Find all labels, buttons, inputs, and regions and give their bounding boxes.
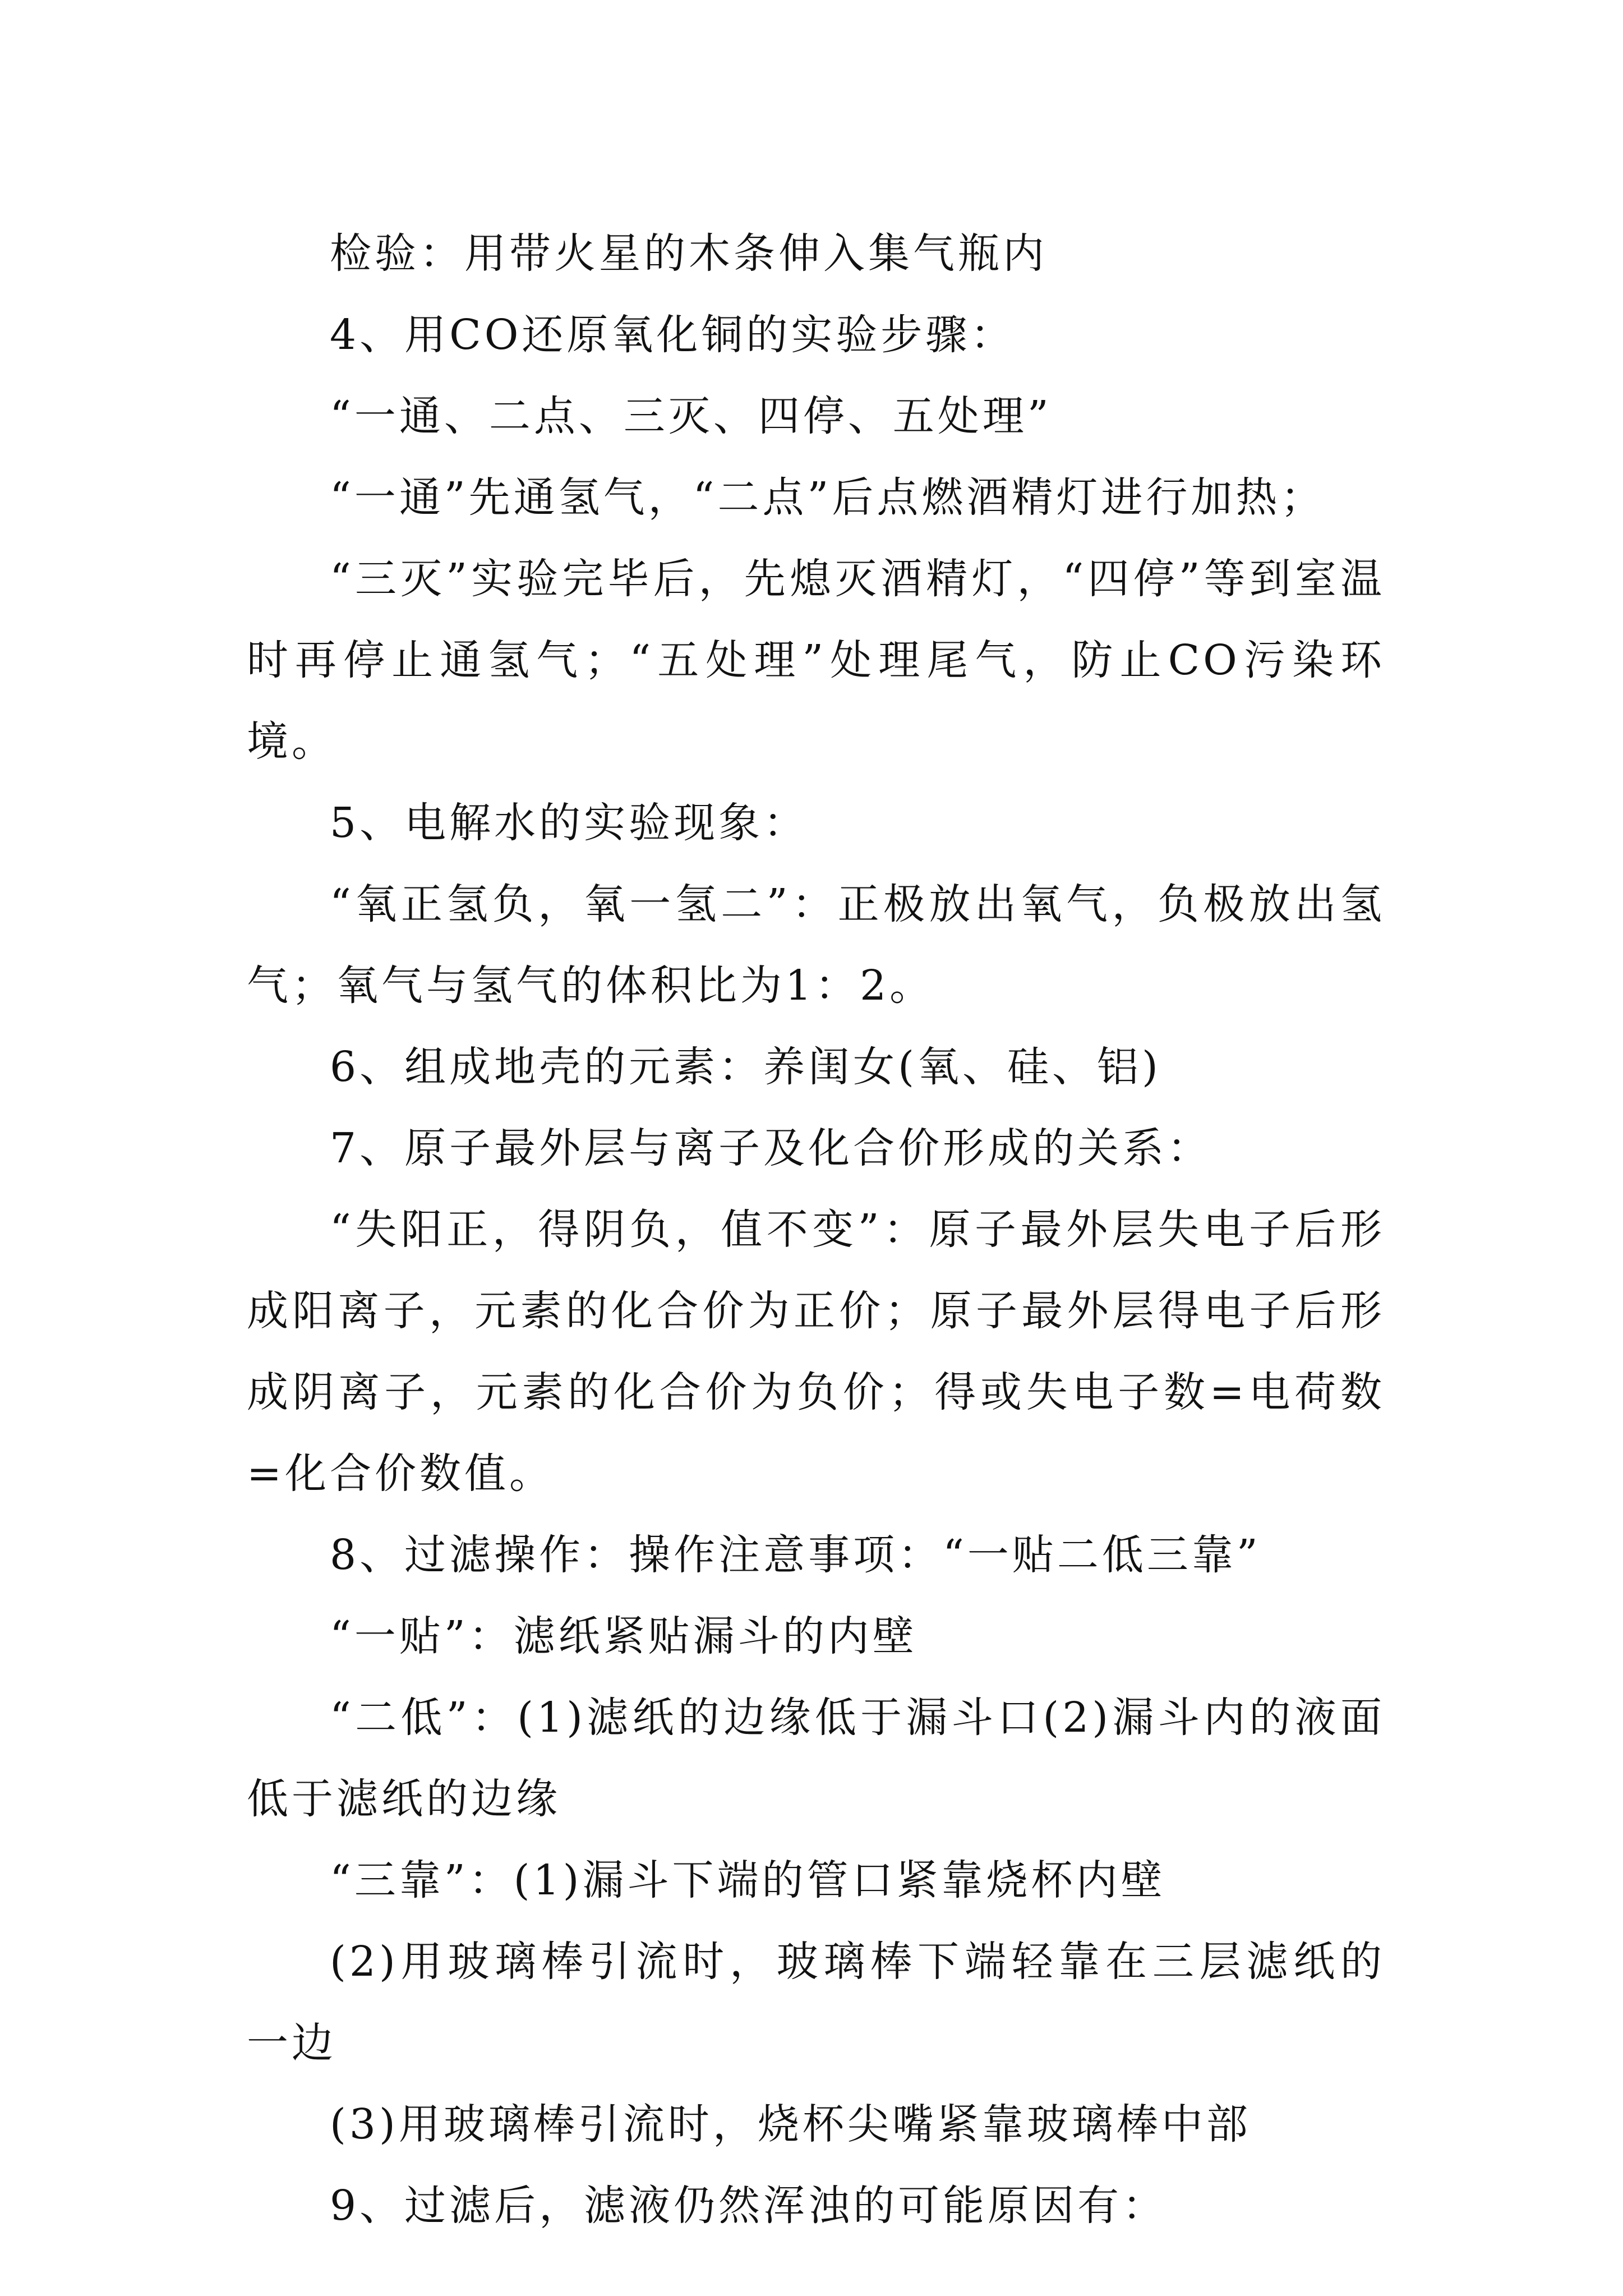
document-body bbox=[247, 213, 1385, 2247]
paragraph: 7、原子最外层与离子及化合价形成的关系： bbox=[330, 1124, 1212, 1172]
paragraph: (2)用玻璃棒引流时，玻璃棒下端轻靠在三层滤纸的一边 bbox=[247, 1938, 1385, 2067]
paragraph: “一通”先通氢气，“二点”后点燃酒精灯进行加热； bbox=[330, 473, 1326, 522]
paragraph: “一贴”：滤纸紧贴漏斗的内壁 bbox=[330, 1612, 917, 1660]
paragraph: 8、过滤操作：操作注意事项：“一贴二低三靠” bbox=[330, 1531, 1261, 1579]
paragraph: “三靠”：(1)漏斗下端的管口紧靠烧杯内壁 bbox=[330, 1856, 1166, 1904]
paragraph: 9、过滤后，滤液仍然浑浊的可能原因有： bbox=[330, 2182, 1168, 2230]
paragraph: 检验：用带火星的木条伸入集气瓶内 bbox=[330, 229, 1048, 278]
paragraph: 4、用CO还原氧化铜的实验步骤： bbox=[330, 311, 1016, 359]
paragraph: (3)用玻璃棒引流时，烧杯尖嘴紧靠玻璃棒中部 bbox=[330, 2100, 1251, 2148]
paragraph: 5、电解水的实验现象： bbox=[330, 799, 809, 847]
paragraph: “一通、二点、三灭、四停、五处理” bbox=[330, 392, 1052, 440]
paragraph: “二低”：(1)滤纸的边缘低于漏斗口(2)漏斗内的液面低于滤纸的边缘 bbox=[247, 1694, 1385, 1823]
paragraph: “失阳正，得阴负，值不变”：原子最外层失电子后形成阳离子，元素的化合价为正价；原子最外层得电子后形成阴离子，元素的化合价为负价；得或失电子数=电荷数=化合价数值。 bbox=[247, 1205, 1385, 1498]
paragraph: 6、组成地壳的元素：养闺女(氧、硅、铝) bbox=[330, 1043, 1161, 1091]
paragraph: “三灭”实验完毕后，先熄灭酒精灯，“四停”等到室温时再停止通氢气；“五处理”处理尾气，防止CO污染环境。 bbox=[247, 555, 1385, 766]
paragraph: “氧正氢负，氧一氢二”：正极放出氧气，负极放出氢气；氧气与氢气的体积比为1：2。 bbox=[247, 880, 1385, 1010]
